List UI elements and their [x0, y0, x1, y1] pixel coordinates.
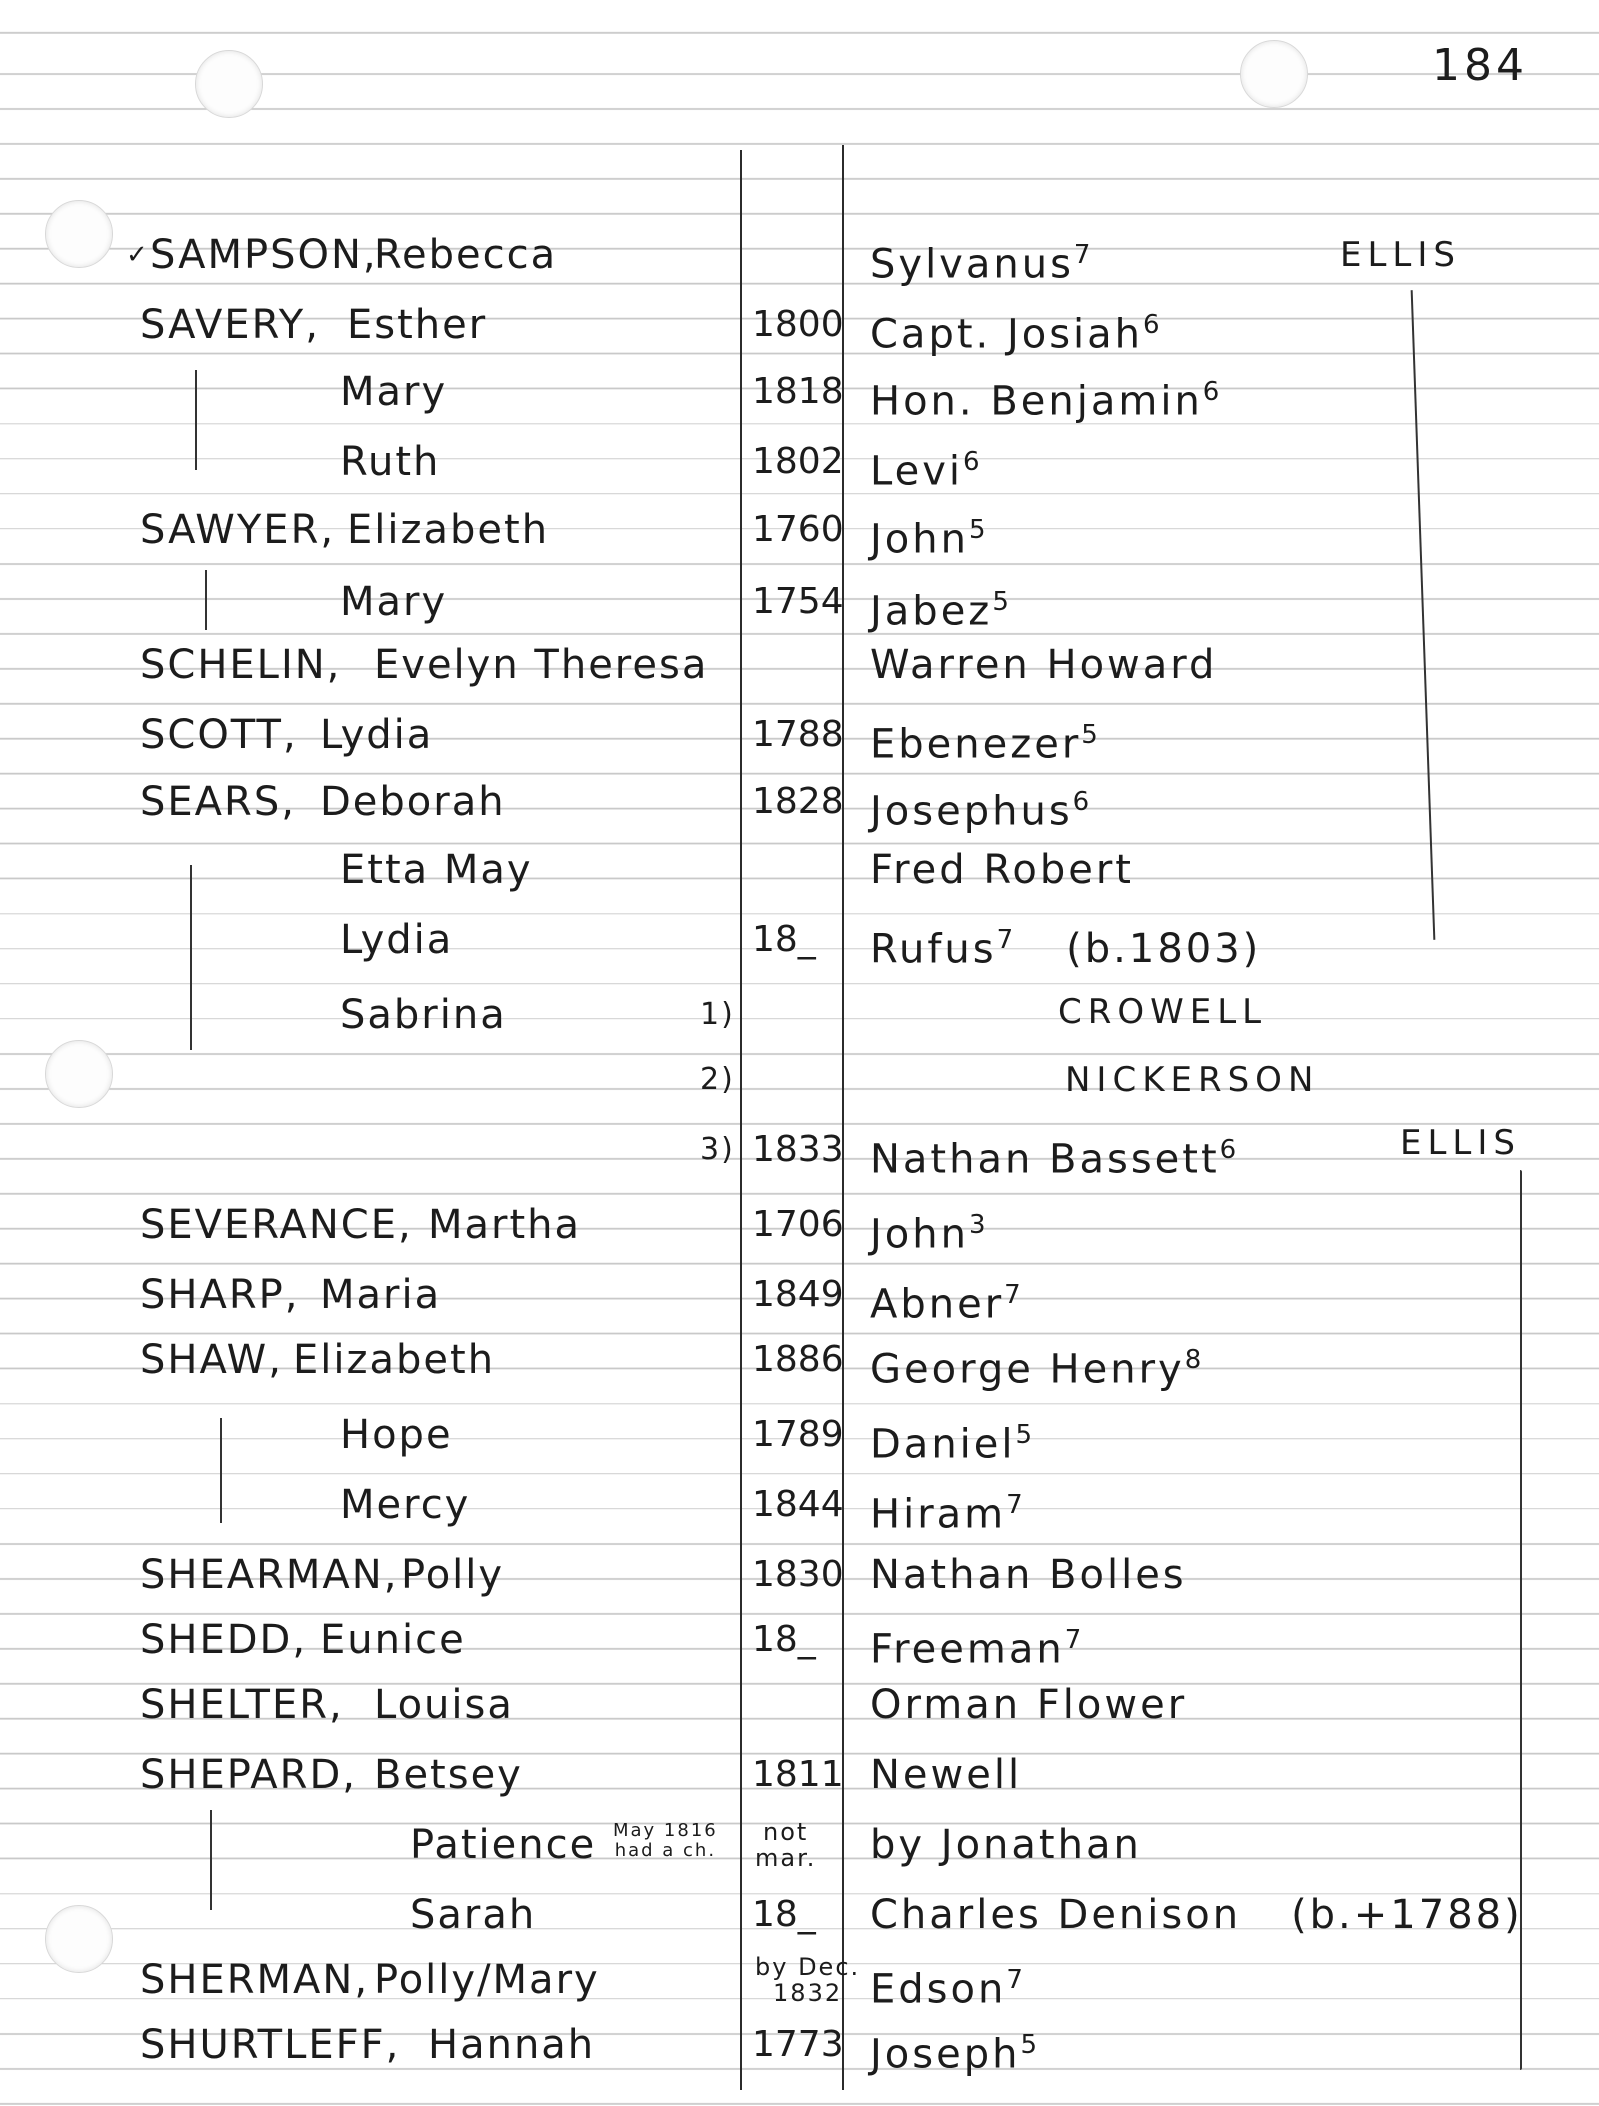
surname: SAMPSON,: [150, 232, 378, 278]
marriage-year: 1802: [752, 441, 844, 482]
entry-row: [0, 705, 1599, 768]
spouse-name: Rufus: [870, 926, 997, 973]
given-name: Polly: [401, 1552, 505, 1598]
marriage-number: 1): [700, 997, 735, 1032]
generation-number: 7: [1004, 1280, 1024, 1310]
generation-number: 7: [1073, 240, 1094, 270]
spouse-cell: [870, 772, 1092, 841]
spouse-name: Fred Robert: [870, 847, 1134, 893]
spouse-name: Ebenezer: [870, 721, 1082, 768]
given-name: Polly/Mary: [374, 1957, 600, 2003]
entry-row: [0, 1265, 1599, 1328]
given-name: Eunice: [320, 1617, 466, 1663]
spouse-name: Newell: [870, 1752, 1023, 1798]
generation-number: 8: [1184, 1345, 1205, 1375]
given-name: Hannah: [428, 2022, 596, 2068]
spouse-name: Hiram: [870, 1491, 1007, 1538]
entry-row: [0, 432, 1599, 495]
entry-row: [0, 500, 1599, 563]
surname: SAVERY,: [140, 302, 320, 348]
surname: SCHELIN,: [140, 642, 342, 688]
marriage-year: 1811: [752, 1754, 844, 1795]
spouse-cell: [870, 1330, 1204, 1399]
given-name: Elizabeth: [293, 1337, 496, 1383]
page-number: 184: [1432, 40, 1528, 91]
entry-row: [0, 2015, 1599, 2078]
spouse-cell: [870, 1950, 1026, 2019]
family-label-crowell: CROWELL: [1058, 992, 1268, 1032]
spouse-name: by Jonathan: [870, 1822, 1142, 1868]
spouse-name: Levi: [870, 448, 963, 495]
entry-row: [0, 772, 1599, 835]
surname: SAWYER,: [140, 507, 336, 553]
spouse-cell: [870, 500, 989, 569]
spouse-birth-note: (b.1803): [1066, 926, 1262, 973]
spouse-cell: [870, 1815, 1142, 1875]
spouse-name: Orman Flower: [870, 1682, 1188, 1728]
given-name: Deborah: [320, 779, 506, 825]
surname: SHEARMAN,: [140, 1552, 399, 1598]
spouse-name: Freeman: [870, 1626, 1065, 1673]
given-name: Esther: [347, 302, 488, 348]
spouse-cell: [870, 1405, 1035, 1474]
spouse-name: Nathan Bassett: [870, 1136, 1220, 1183]
marriage-number: 3): [700, 1132, 735, 1167]
marriage-year: 18_: [752, 919, 816, 960]
surname: SEVERANCE,: [140, 1202, 413, 1248]
entry-row: [0, 1405, 1599, 1468]
marriage-year: 1760: [752, 509, 844, 550]
generation-number: 6: [962, 447, 983, 477]
given-name: Hope: [340, 1412, 453, 1458]
surname: SHURTLEFF,: [140, 2022, 401, 2068]
family-label-ellis-bottom: ELLIS: [1400, 1123, 1521, 1163]
spouse-name: Charles Denison: [870, 1892, 1242, 1938]
surname: SHERMAN,: [140, 1957, 370, 2003]
spouse-cell: [870, 910, 1261, 979]
surname: SEARS,: [140, 779, 296, 825]
marriage-year: 1849: [752, 1274, 844, 1315]
spouse-cell: [870, 1610, 1084, 1679]
entry-row: [0, 225, 1599, 288]
generation-number: 7: [1006, 1490, 1026, 1520]
spouse-cell: [870, 1545, 1187, 1605]
marriage-year: 1800: [752, 304, 844, 345]
generation-number: 7: [1064, 1625, 1085, 1655]
marriage-year: 1789: [752, 1414, 844, 1455]
surname: SHELTER,: [140, 1682, 344, 1728]
given-name: Mary: [340, 369, 448, 415]
entry-row: [0, 1745, 1599, 1805]
entry-row: [0, 840, 1599, 900]
entry-row: [0, 1815, 1599, 1875]
marriage-year: 1844: [752, 1484, 844, 1525]
spouse-name: John: [870, 1211, 969, 1258]
generation-number: 6: [1143, 310, 1163, 340]
generation-number: 7: [1006, 1965, 1026, 1995]
spouse-name: Joseph: [870, 2031, 1021, 2078]
given-name: Patience: [410, 1822, 597, 1868]
spouse-cell: [870, 432, 983, 501]
marriage-year: 1773: [752, 2024, 844, 2065]
generation-number: 7: [996, 925, 1017, 955]
entry-row: [0, 635, 1599, 695]
entry-row: [0, 1675, 1599, 1735]
spouse-name: Abner: [870, 1281, 1005, 1328]
spouse-cell: [870, 572, 1012, 641]
aside-note: May 1816 had a ch.: [613, 1820, 718, 1861]
family-label-ellis-top: ELLIS: [1340, 235, 1461, 275]
given-name: Sabrina: [340, 992, 507, 1038]
given-name: Lydia: [340, 917, 454, 963]
spouse-name: Jabez: [870, 588, 993, 635]
surname: SHEDD,: [140, 1617, 308, 1663]
given-name: Sarah: [410, 1892, 537, 1938]
surname: SHEPARD,: [140, 1752, 357, 1798]
spouse-name: Josephus: [870, 788, 1073, 835]
given-name: Etta May: [340, 847, 533, 893]
spouse-cell: [870, 225, 1093, 294]
spouse-cell: [870, 1475, 1026, 1544]
spouse-cell: [870, 1675, 1187, 1735]
marriage-year: 18_: [752, 1619, 816, 1660]
spouse-cell: [870, 635, 1217, 695]
spouse-name: George Henry: [870, 1346, 1185, 1393]
generation-number: 5: [1081, 720, 1101, 750]
entry-row: [0, 1950, 1599, 2013]
entry-row: [0, 295, 1599, 358]
spouse-cell: [870, 705, 1101, 774]
spouse-cell: [870, 295, 1163, 364]
generation-number: 6: [1072, 787, 1093, 817]
punch-hole-top-right: [1240, 40, 1308, 108]
given-name: Maria: [320, 1272, 442, 1318]
entry-row: [0, 1610, 1599, 1673]
entry-row: [0, 362, 1599, 425]
given-name: Mary: [340, 579, 448, 625]
spouse-name: Hon. Benjamin: [870, 378, 1203, 425]
generation-number: 6: [1202, 377, 1223, 407]
given-name: Betsey: [374, 1752, 523, 1798]
marriage-year: 1706: [752, 1204, 844, 1245]
entry-row: [0, 1475, 1599, 1538]
entry-row: [0, 985, 1599, 1045]
spouse-cell: [870, 2015, 1040, 2084]
check-mark: ✓: [126, 240, 150, 270]
generation-number: 6: [1219, 1135, 1240, 1165]
spouse-birth-note: (b.+1788): [1291, 1892, 1523, 1938]
surname: SCOTT,: [140, 712, 298, 758]
entry-row: [0, 1120, 1599, 1183]
entry-row: [0, 1050, 1599, 1110]
marriage-year: 1828: [752, 781, 844, 822]
entry-row: [0, 1195, 1599, 1258]
spouse-cell: [870, 1885, 1523, 1945]
spouse-name: John: [870, 516, 969, 563]
generation-number: 3: [968, 1210, 989, 1240]
marriage-year: 1788: [752, 714, 844, 755]
spouse-name: Warren Howard: [870, 642, 1218, 688]
spouse-name: Capt. Josiah: [870, 311, 1144, 358]
spouse-cell: [870, 840, 1134, 900]
spouse-name: Edson: [870, 1966, 1007, 2013]
given-name: Lydia: [320, 712, 434, 758]
marriage-year: 1818: [752, 371, 844, 412]
spouse-name: Nathan Bolles: [870, 1552, 1187, 1598]
entry-row: [0, 1330, 1599, 1393]
surname: SHAW,: [140, 1337, 283, 1383]
family-label-nickerson: NICKERSON: [1065, 1060, 1320, 1100]
generation-number: 5: [992, 587, 1012, 617]
given-name: Martha: [428, 1202, 582, 1248]
given-name: Rebecca: [374, 232, 558, 278]
marriage-number: 2): [700, 1062, 735, 1097]
spouse-cell: [870, 1265, 1024, 1334]
marriage-year: 1833: [752, 1129, 844, 1170]
spouse-name: Daniel: [870, 1421, 1016, 1468]
entry-row: [0, 1545, 1599, 1605]
surname: SHARP,: [140, 1272, 300, 1318]
marriage-year: 1830: [752, 1554, 844, 1595]
marriage-year: by Dec. 1832: [755, 1953, 861, 2007]
given-name: Evelyn Theresa: [374, 642, 709, 688]
punch-hole-top-left: [195, 50, 263, 118]
marriage-year: 18_: [752, 1894, 816, 1935]
given-name: Ruth: [340, 439, 441, 485]
entry-row: [0, 572, 1599, 635]
entry-row: [0, 1885, 1599, 1945]
spouse-cell: [870, 1120, 1239, 1189]
given-name: Elizabeth: [347, 507, 550, 553]
given-name: Louisa: [374, 1682, 514, 1728]
given-name: Mercy: [340, 1482, 471, 1528]
generation-number: 5: [1015, 1420, 1036, 1450]
spouse-name: Sylvanus: [870, 241, 1074, 288]
entry-row: [0, 910, 1599, 973]
spouse-cell: [870, 362, 1222, 431]
spouse-cell: [870, 1745, 1022, 1805]
generation-number: 5: [968, 515, 989, 545]
spouse-cell: [870, 1195, 989, 1264]
generation-number: 5: [1020, 2030, 1041, 2060]
marriage-year: 1886: [752, 1339, 844, 1380]
marriage-year: 1754: [752, 581, 844, 622]
marriage-year: not mar.: [755, 1818, 817, 1872]
